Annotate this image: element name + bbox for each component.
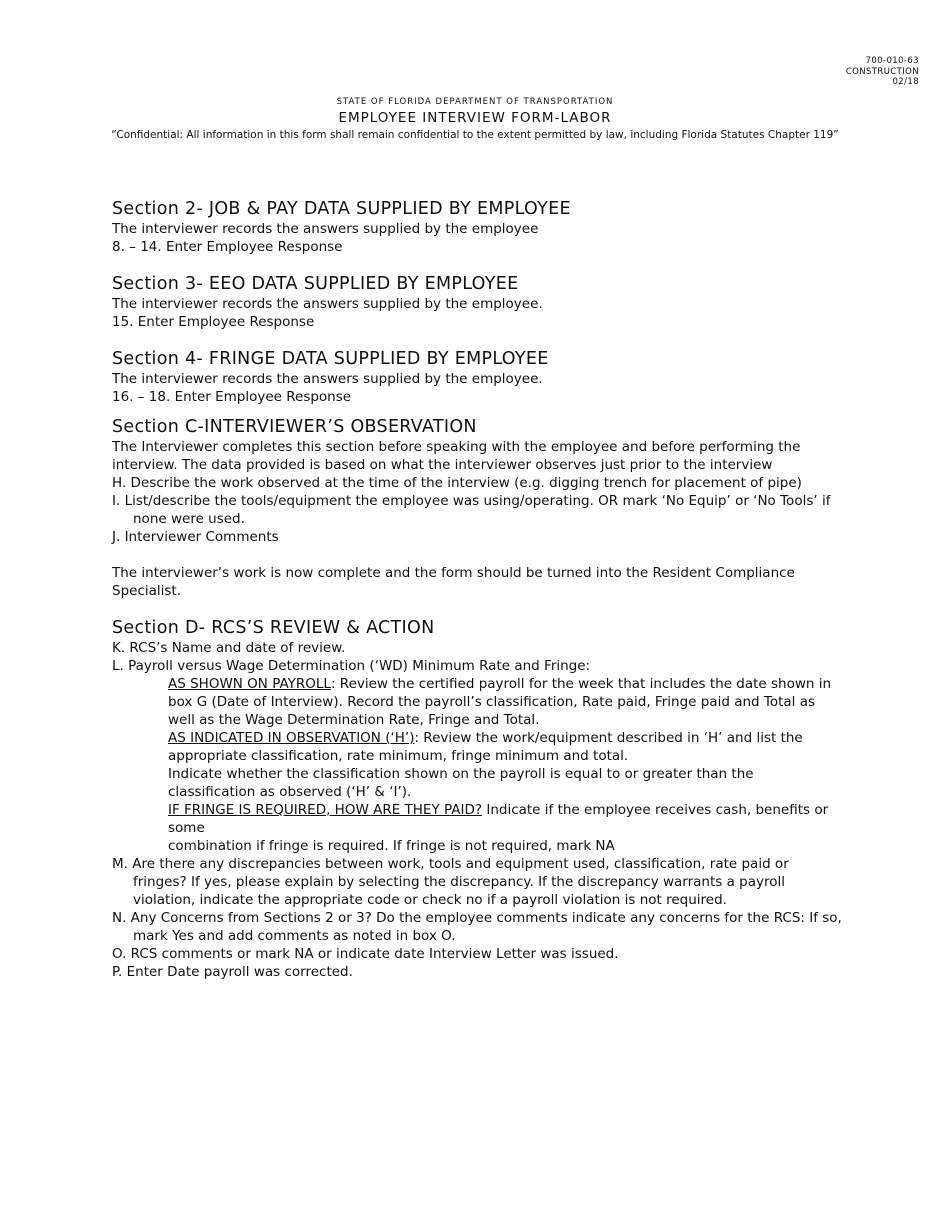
fringe-paragraph: [112, 801, 842, 837]
fringe-paragraph-2: combination if fringe is required. If fringe is not required, mark NA: [168, 838, 615, 854]
section-4-items: 16. – 18. Enter Employee Response: [112, 389, 352, 405]
classification-paragraph: Indicate whether the classification shown on the payroll is equal to or greater than the classification as observed (‘H’ & ‘I’).: [168, 766, 754, 800]
section-d: [112, 617, 842, 981]
form-id-block: [846, 56, 919, 88]
section-d-item-n: N. Any Concerns from Sections 2 or 3? Do the employee comments indicate any concerns for the RCS: If so, mark Yes and add comments as noted in box O.: [112, 910, 842, 944]
section-c-item-i: I. List/describe the tools/equipment the employee was using/operating. OR mark ‘No Equip’ or ‘No Tools’ if none were used.: [112, 493, 831, 527]
section-c-item-h: H. Describe the work observed at the time of the interview (e.g. digging trench for placement of pipe): [112, 475, 802, 491]
agency-name: STATE OF FLORIDA DEPARTMENT OF TRANSPORTATION: [336, 97, 614, 107]
section-4-text: The interviewer records the answers supplied by the employee.: [112, 371, 543, 387]
section-c-item-j: J. Interviewer Comments: [112, 529, 279, 545]
fringe-label: IF FRINGE IS REQUIRED, HOW ARE THEY PAID?: [168, 802, 483, 818]
section-d-item-k: K. RCS’s Name and date of review.: [112, 640, 346, 656]
form-category: CONSTRUCTION: [845, 66, 919, 77]
section-c-closing: The interviewer’s work is now complete and the form should be turned into the Resident Compliance Specialist.: [112, 565, 795, 599]
section-d-item-l: L. Payroll versus Wage Determination (‘WD) Minimum Rate and Fringe:: [112, 658, 591, 674]
payroll-label: AS SHOWN ON PAYROLL: [168, 676, 331, 692]
section-3-heading: Section 3- EEO DATA SUPPLIED BY EMPLOYEE: [112, 274, 519, 294]
section-2-items: 8. – 14. Enter Employee Response: [112, 239, 343, 255]
section-4: [112, 348, 842, 406]
section-c: [112, 416, 842, 600]
payroll-paragraph: [112, 675, 842, 729]
section-c-intro: The Interviewer completes this section before speaking with the employee and before performing the interview. The data provided is based on what the interviewer observes just prior to the interview: [112, 439, 801, 473]
observation-text: : Review the work/equipment described in ‘H’ and list the appropriate classification, rate minimum, fringe minimum and total.: [168, 730, 803, 764]
section-3-items: 15. Enter Employee Response: [112, 314, 315, 330]
section-2-heading: Section 2- JOB & PAY DATA SUPPLIED BY EMPLOYEE: [112, 199, 571, 219]
confidential-notice: “Confidential: All information in this form shall remain confidential to the extent permitted by law, including Florida Statutes Chapter 119”: [111, 129, 839, 141]
payroll-text: : Review the certified payroll for the week that includes the date shown in box G (Date of Interview). Record the payroll’s classification, Rate paid, Fringe paid and Total as well as the Wage Determination Rate, Fringe and Total.: [168, 676, 832, 728]
form-revision: 02/18: [892, 77, 919, 87]
section-d-item-o: O. RCS comments or mark NA or indicate date Interview Letter was issued.: [112, 946, 619, 962]
section-d-item-p: P. Enter Date payroll was corrected.: [112, 964, 353, 980]
observation-paragraph: [112, 729, 842, 765]
section-d-heading: Section D- RCS’S REVIEW & ACTION: [112, 618, 435, 638]
observation-label: AS INDICATED IN OBSERVATION (‘H’): [168, 730, 415, 746]
section-3: [112, 273, 842, 331]
section-2: [112, 198, 842, 256]
section-3-text: The interviewer records the answers supplied by the employee.: [112, 296, 543, 312]
fringe-text: Indicate if the employee receives cash, benefits or some: [168, 802, 829, 836]
form-instructions: [112, 198, 842, 981]
form-number: 700-010-63: [865, 56, 919, 66]
section-2-text: The interviewer records the answers supplied by the employee: [112, 221, 539, 237]
section-4-heading: Section 4- FRINGE DATA SUPPLIED BY EMPLOYEE: [112, 349, 549, 369]
section-c-heading: Section C-INTERVIEWER’S OBSERVATION: [112, 417, 477, 437]
section-d-item-m: M. Are there any discrepancies between work, tools and equipment used, classification, rate paid or fringes? If yes, please explain by selecting the discrepancy. If the discrepancy warrants a payroll violation, indicate the appropriate code or check no if a payroll violation is not required.: [112, 856, 789, 908]
form-title: EMPLOYEE INTERVIEW FORM-LABOR: [338, 110, 612, 126]
page-header: [0, 97, 950, 142]
